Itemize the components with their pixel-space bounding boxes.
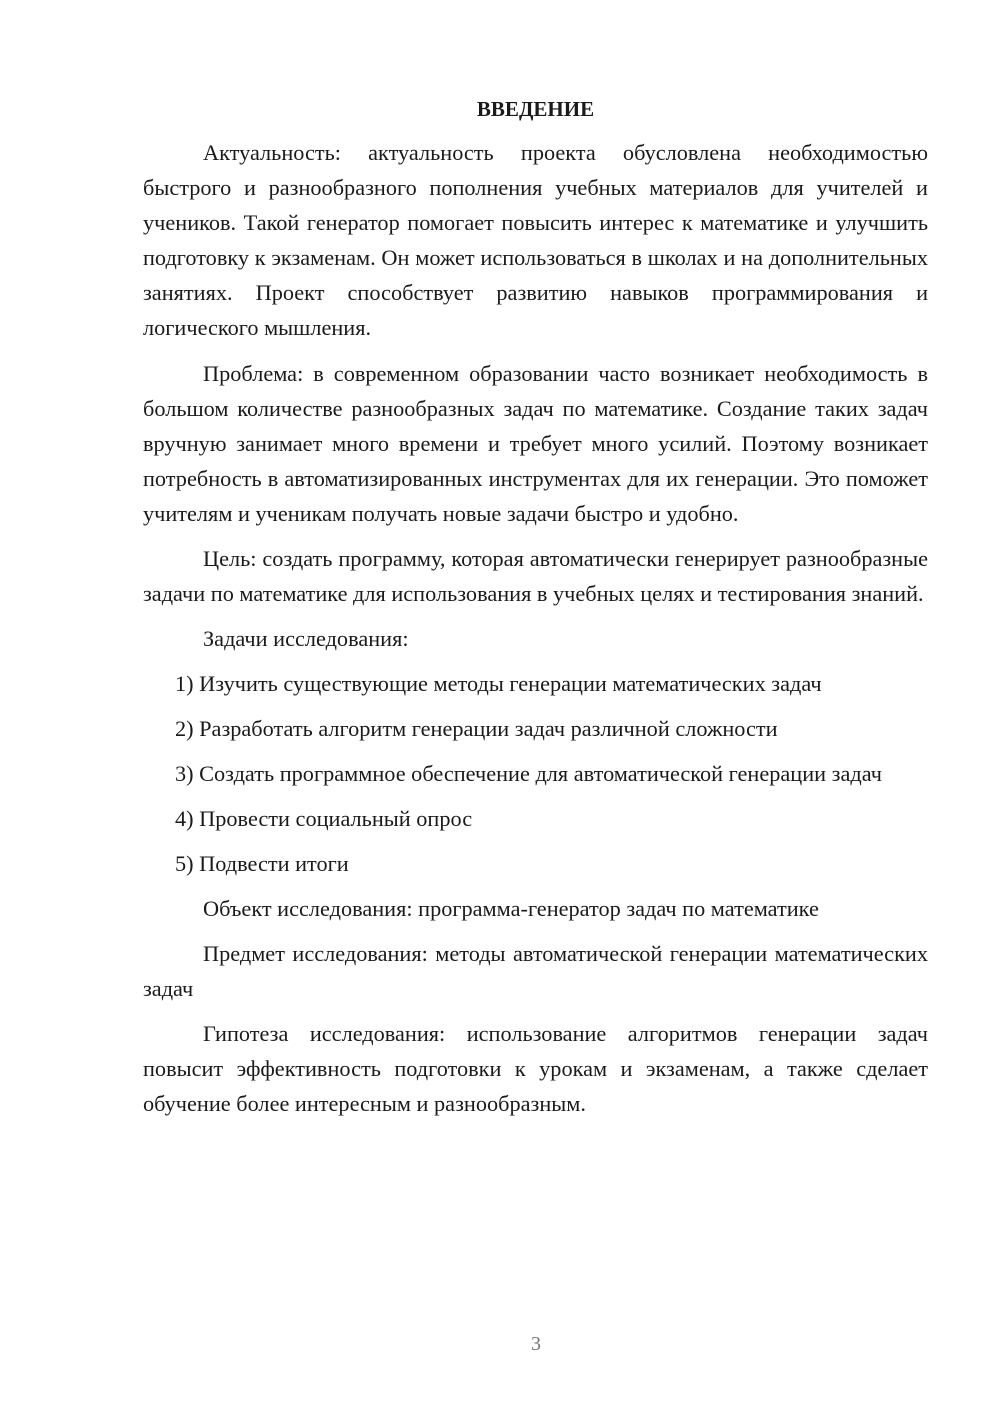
list-item: 1) Изучить существующие методы генерации математических задач bbox=[175, 671, 822, 696]
list-item: 3) Создать программное обеспечение для автоматической генерации задач bbox=[175, 761, 882, 786]
subject-paragraph: Предмет исследования: методы автоматической генерации математических задач bbox=[143, 941, 928, 1001]
page-content bbox=[143, 94, 928, 1121]
problem-paragraph: Проблема: в современном образовании часто возникает необходимость в большом количестве разнообразных задач по математике. Создание таких задач вручную занимает много времени и требует много усилий. Поэтому возникает потребность в автоматизированных инструментах для их генерации. Это поможет учителям и ученикам получать новые задачи быстро и удобно. bbox=[143, 361, 928, 526]
relevance-paragraph: Актуальность: актуальность проекта обусловлена необходимостью быстрого и разнообразного пополнения учебных материалов для учителей и учеников. Такой генератор помогает повысить интерес к математике и улучшить подготовку к экзаменам. Он может использоваться в школах и на дополнительных занятиях. Проект способствует развитию навыков программирования и логического мышления. bbox=[143, 140, 928, 340]
goal-paragraph: Цель: создать программу, которая автоматически генерирует разнообразные задачи по математике для использования в учебных целях и тестирования знаний. bbox=[143, 546, 928, 606]
list-item: 2) Разработать алгоритм генерации задач различной сложности bbox=[175, 716, 778, 741]
list-item: 4) Провести социальный опрос bbox=[175, 806, 473, 831]
tasks-list bbox=[143, 666, 928, 881]
object-paragraph: Объект исследования: программа-генератор задач по математике bbox=[203, 896, 819, 921]
page-number: 3 bbox=[531, 1333, 541, 1355]
hypothesis-paragraph: Гипотеза исследования: использование алгоритмов генерации задач повысит эффективность подготовки к урокам и экзаменам, а также сделает обучение более интересным и разнообразным. bbox=[143, 1021, 928, 1116]
list-item: 5) Подвести итоги bbox=[175, 851, 349, 876]
section-heading: ВВЕДЕНИЕ bbox=[476, 97, 595, 121]
tasks-heading: Задачи исследования: bbox=[203, 626, 409, 651]
